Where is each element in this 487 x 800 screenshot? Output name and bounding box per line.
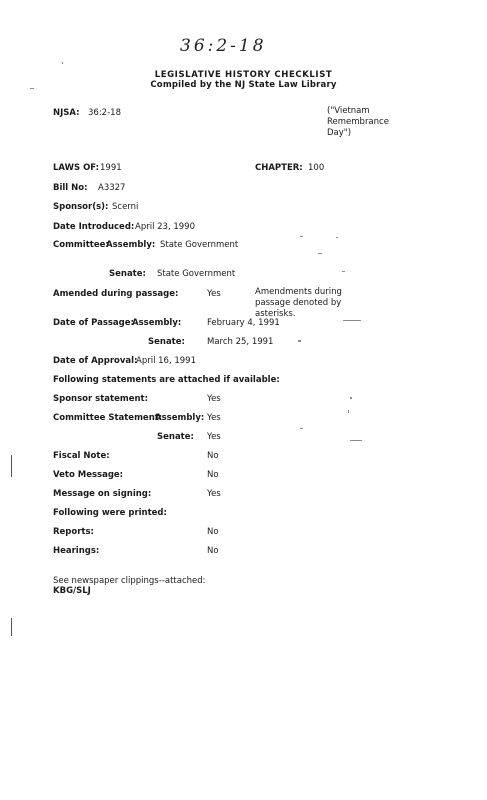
committee-statement-assembly-value: Yes xyxy=(207,413,221,423)
sponsor-statement-value: Yes xyxy=(207,394,221,404)
approval-label: Date of Approval: xyxy=(53,356,138,366)
passage-label: Date of Passage: xyxy=(53,318,134,328)
date-introduced-label: Date Introduced: xyxy=(53,222,135,232)
scan-speck xyxy=(343,320,361,321)
bill-no-value: A3327 xyxy=(98,183,126,193)
laws-of-label: LAWS OF: xyxy=(53,163,100,173)
committee-senate-value: State Government xyxy=(157,269,236,279)
checklist-subtitle: Compiled by the NJ State Law Library xyxy=(150,80,337,90)
approval-value: April 16, 1991 xyxy=(136,356,196,366)
veto-message-label: Veto Message: xyxy=(53,470,124,480)
passage-assembly-label: Assembly: xyxy=(132,318,182,328)
printed-heading: Following were printed: xyxy=(53,508,167,518)
scan-speck xyxy=(300,428,303,429)
fiscal-note-value: No xyxy=(207,451,219,461)
reports-value: No xyxy=(207,527,219,537)
scan-speck xyxy=(300,236,303,237)
message-on-signing-label: Message on signing: xyxy=(53,489,152,499)
sponsor-statement-label: Sponsor statement: xyxy=(53,394,148,404)
passage-senate-value: March 25, 1991 xyxy=(207,337,274,347)
committee-label: Committee: xyxy=(53,240,109,250)
amended-label: Amended during passage: xyxy=(53,289,179,299)
handwritten-statute-number: 36:2-18 xyxy=(180,36,267,56)
committee-statement-senate-label: Senate: xyxy=(157,432,194,442)
committee-assembly-label: Assembly: xyxy=(106,240,156,250)
njsa-label: NJSA: xyxy=(53,108,80,118)
passage-assembly-value: February 4, 1991 xyxy=(207,318,280,328)
hearings-value: No xyxy=(207,546,219,556)
scan-speck xyxy=(350,440,362,441)
checklist-title: LEGISLATIVE HISTORY CHECKLIST xyxy=(154,70,333,80)
committee-statement-label: Committee Statement: xyxy=(53,413,163,423)
date-introduced-value: April 23, 1990 xyxy=(135,222,195,232)
attached-heading: Following statements are attached if available: xyxy=(53,375,280,385)
sponsors-label: Sponsor(s): xyxy=(53,202,109,212)
bill-no-label: Bill No: xyxy=(53,183,88,193)
scan-speck xyxy=(342,271,345,272)
clippings-note: See newspaper clippings--attached: xyxy=(53,576,206,586)
scan-speck xyxy=(350,397,352,399)
committee-statement-senate-value: Yes xyxy=(207,432,221,442)
short-title: ("Vietnam Remembrance Day") xyxy=(327,106,389,138)
scan-edge-mark xyxy=(11,618,12,636)
scan-speck xyxy=(298,340,301,342)
njsa-value: 36:2-18 xyxy=(88,108,121,118)
chapter-value: 100 xyxy=(308,163,325,173)
message-on-signing-value: Yes xyxy=(207,489,221,499)
hearings-label: Hearings: xyxy=(53,546,100,556)
scan-speck xyxy=(348,410,349,413)
laws-of-value: 1991 xyxy=(100,163,122,173)
reports-label: Reports: xyxy=(53,527,94,537)
fiscal-note-label: Fiscal Note: xyxy=(53,451,110,461)
committee-assembly-value: State Government xyxy=(160,240,239,250)
amended-note: Amendments during passage denoted by asterisks. xyxy=(255,287,342,319)
initials: KBG/SLJ xyxy=(53,586,91,596)
scan-speck xyxy=(318,253,322,254)
amended-value: Yes xyxy=(207,289,221,299)
veto-message-value: No xyxy=(207,470,219,480)
committee-senate-label: Senate: xyxy=(109,269,146,279)
scan-speck xyxy=(30,88,34,89)
scan-speck xyxy=(62,62,63,64)
sponsors-value: Scerni xyxy=(112,202,139,212)
scan-edge-mark xyxy=(11,455,12,477)
committee-statement-assembly-label: Assembly: xyxy=(155,413,205,423)
scan-speck xyxy=(336,237,338,238)
passage-senate-label: Senate: xyxy=(148,337,185,347)
chapter-label: CHAPTER: xyxy=(255,163,303,173)
